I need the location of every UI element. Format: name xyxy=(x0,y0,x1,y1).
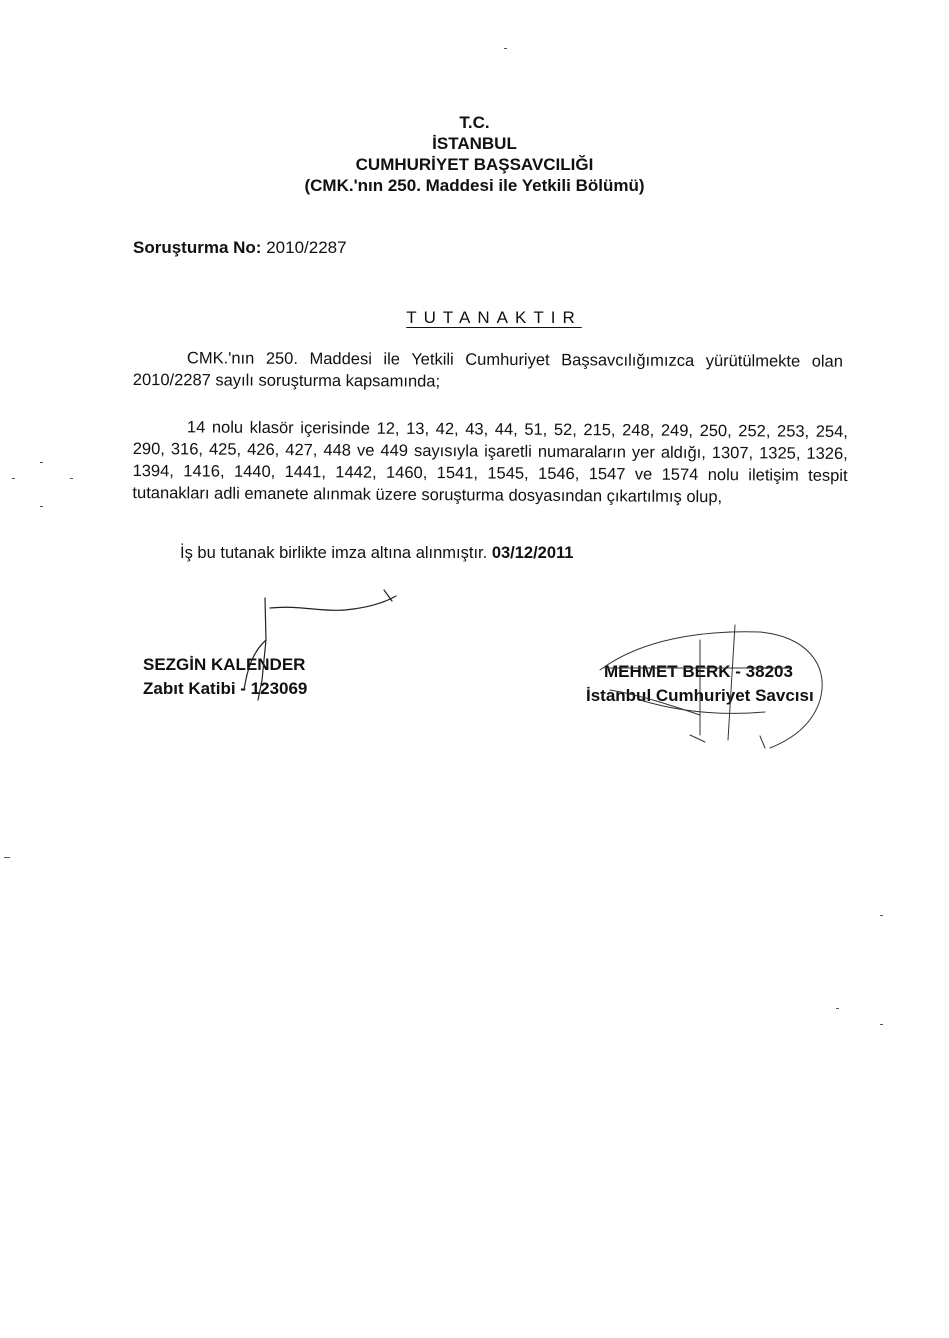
paragraph-intro xyxy=(133,347,843,395)
header-city: İSTANBUL xyxy=(432,134,517,153)
paragraph-intro-text: CMK.'nın 250. Maddesi ile Yetkili Cumhuriyet Başsavcılığımızca yürütülmekte olan 2010/2287 sayılı soruşturma kapsamında; xyxy=(132,349,843,391)
clerk-role: Zabıt Katibi - 123069 xyxy=(143,679,308,698)
header-country: T.C. xyxy=(459,113,490,132)
document-title: TUTANAKTIR xyxy=(406,308,582,327)
scan-speck xyxy=(880,1024,883,1025)
investigation-number xyxy=(133,238,347,258)
paragraph-closing xyxy=(180,544,573,563)
signature-block-prosecutor xyxy=(586,660,814,708)
signature-block-clerk xyxy=(143,653,307,701)
header-department: (CMK.'nın 250. Maddesi ile Yetkili Bölümü) xyxy=(304,176,645,195)
investigation-label: Soruşturma No: xyxy=(133,238,262,257)
prosecutor-name: MEHMET BERK - 38203 xyxy=(604,662,793,681)
investigation-value: 2010/2287 xyxy=(266,238,347,257)
scan-speck xyxy=(504,48,507,49)
scan-speck xyxy=(40,506,43,507)
document-header xyxy=(0,112,949,196)
scan-speck xyxy=(12,478,15,479)
document-date: 03/12/2011 xyxy=(491,544,574,562)
header-office: CUMHURİYET BAŞSAVCILIĞI xyxy=(355,155,594,174)
closing-text: İş bu tutanak birlikte imza altına alınmıştır. xyxy=(180,544,488,562)
scan-speck xyxy=(40,462,43,463)
scan-speck xyxy=(4,857,10,858)
paragraph-details xyxy=(132,416,848,509)
scan-speck xyxy=(836,1008,839,1009)
prosecutor-role: İstanbul Cumhuriyet Savcısı xyxy=(586,686,814,705)
scan-speck xyxy=(880,915,883,916)
scan-speck xyxy=(70,478,73,479)
paragraph-details-text: 14 nolu klasör içerisinde 12, 13, 42, 43, 44, 51, 52, 215, 248, 249, 250, 252, 253, 254, 290, 316, 425, 426, 427, 448 ve 449 sayısıyla işaretli numaraların yer aldığı, 1307, 1325, 1326, 1394, 1416, 1440, 1441, 1442, 1460, 1541, 1545, 1546, 1547 ve 1574 nolu iletişim tespit tutanakları adli emanete alınmak üzere soruşturma dosyasından çıkartılmış olup, xyxy=(132,418,848,507)
clerk-name: SEZGİN KALENDER xyxy=(143,655,306,674)
